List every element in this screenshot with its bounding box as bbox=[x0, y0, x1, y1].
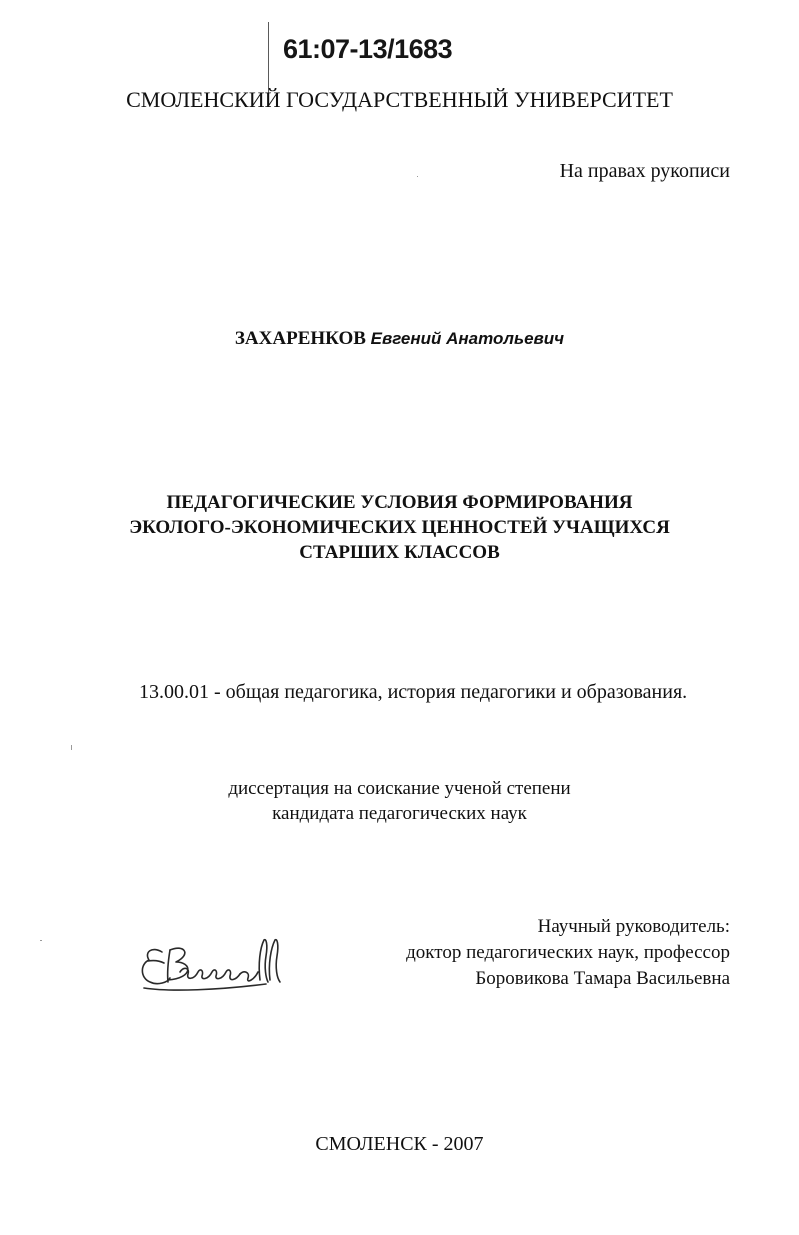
author-name bbox=[0, 328, 799, 350]
scan-speck bbox=[71, 745, 72, 750]
signature bbox=[140, 930, 290, 998]
rights-notice: На правах рукописи bbox=[559, 160, 730, 182]
author-surname: ЗАХАРЕНКОВ bbox=[234, 328, 366, 349]
title-line: ЭКОЛОГО-ЭКОНОМИЧЕСКИХ ЦЕННОСТЕЙ УЧАЩИХСЯ bbox=[129, 517, 670, 538]
title-line: СТАРШИХ КЛАССОВ bbox=[299, 542, 500, 563]
title-line: ПЕДАГОГИЧЕСКИЕ УСЛОВИЯ ФОРМИРОВАНИЯ bbox=[166, 492, 633, 513]
supervisor-name: Боровикова Тамара Васильевна bbox=[475, 968, 730, 989]
supervisor-credentials: доктор педагогических наук, профессор bbox=[406, 942, 730, 963]
university-name: СМОЛЕНСКИЙ ГОСУДАРСТВЕННЫЙ УНИВЕРСИТЕТ bbox=[126, 87, 673, 112]
catalog-stamp: 61:07-13/1683 bbox=[283, 34, 453, 64]
specialty-code: 13.00.01 - общая педагогика, история педагогики и образования. bbox=[139, 681, 688, 703]
author-given-names: Евгений Анатольевич bbox=[370, 329, 565, 348]
degree-statement bbox=[0, 776, 799, 826]
supervisor-label: Научный руководитель: bbox=[537, 916, 730, 937]
scan-speck bbox=[40, 940, 42, 941]
city-year: СМОЛЕНСК - 2007 bbox=[315, 1133, 484, 1155]
supervisor-block bbox=[406, 914, 730, 992]
dissertation-title bbox=[0, 490, 799, 565]
degree-line: кандидата педагогических наук bbox=[272, 803, 527, 824]
degree-line: диссертация на соискание ученой степени bbox=[228, 778, 571, 799]
scan-speck bbox=[417, 176, 418, 177]
